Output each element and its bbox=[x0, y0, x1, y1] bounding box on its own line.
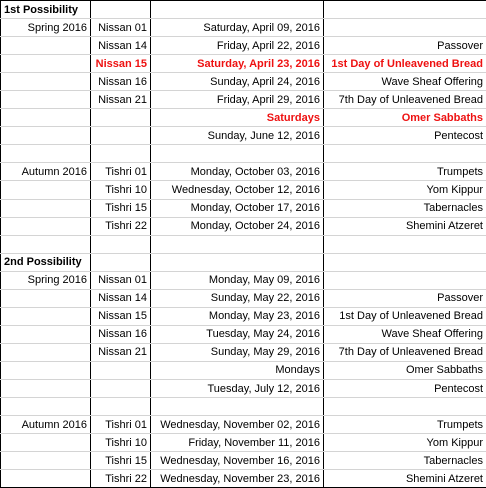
date-cell: Wednesday, November 02, 2016 bbox=[151, 416, 324, 434]
table-row bbox=[1, 91, 486, 109]
season-cell bbox=[1, 55, 91, 73]
table-row bbox=[1, 235, 486, 253]
season-cell bbox=[1, 307, 91, 325]
event-cell: Tabernacles bbox=[324, 452, 486, 470]
event-cell: Trumpets bbox=[324, 416, 486, 434]
hebrew-date-cell: Tishri 10 bbox=[91, 181, 151, 199]
hebrew-date-cell: Tishri 15 bbox=[91, 452, 151, 470]
date-cell bbox=[151, 398, 324, 416]
date-cell: Mondays bbox=[151, 361, 324, 379]
table-row bbox=[1, 127, 486, 145]
date-cell: Friday, April 22, 2016 bbox=[151, 37, 324, 55]
date-cell: Tuesday, May 24, 2016 bbox=[151, 325, 324, 343]
event-cell: Omer Sabbaths bbox=[324, 109, 486, 127]
date-cell: Wednesday, October 12, 2016 bbox=[151, 181, 324, 199]
season-cell bbox=[1, 325, 91, 343]
hebrew-date-cell: Nissan 14 bbox=[91, 37, 151, 55]
table-row bbox=[1, 289, 486, 307]
hebrew-date-cell: Nissan 01 bbox=[91, 271, 151, 289]
table-row bbox=[1, 271, 486, 289]
date-cell: Saturday, April 23, 2016 bbox=[151, 55, 324, 73]
date-cell: Monday, October 17, 2016 bbox=[151, 199, 324, 217]
date-cell: Sunday, May 29, 2016 bbox=[151, 343, 324, 361]
hebrew-date-cell: Tishri 01 bbox=[91, 163, 151, 181]
date-cell: Wednesday, November 16, 2016 bbox=[151, 452, 324, 470]
date-cell: Sunday, May 22, 2016 bbox=[151, 289, 324, 307]
season-cell bbox=[1, 452, 91, 470]
season-cell bbox=[1, 434, 91, 452]
date-cell: Saturdays bbox=[151, 109, 324, 127]
date-cell: Monday, October 24, 2016 bbox=[151, 217, 324, 235]
event-cell: Passover bbox=[324, 289, 486, 307]
table-row bbox=[1, 379, 486, 397]
event-cell: Trumpets bbox=[324, 163, 486, 181]
date-cell: Wednesday, November 23, 2016 bbox=[151, 470, 324, 488]
date-cell: Sunday, April 24, 2016 bbox=[151, 73, 324, 91]
season-cell bbox=[1, 127, 91, 145]
event-cell bbox=[324, 271, 486, 289]
event-cell: 7th Day of Unleavened Bread bbox=[324, 91, 486, 109]
table-row bbox=[1, 434, 486, 452]
season-cell bbox=[1, 361, 91, 379]
event-cell: Wave Sheaf Offering bbox=[324, 73, 486, 91]
section-title: 2nd Possibility bbox=[1, 253, 91, 271]
table-body bbox=[1, 1, 486, 488]
hebrew-date-cell bbox=[91, 127, 151, 145]
hebrew-date-cell: Nissan 21 bbox=[91, 343, 151, 361]
date-cell: Saturday, April 09, 2016 bbox=[151, 19, 324, 37]
hebrew-date-cell: Tishri 01 bbox=[91, 416, 151, 434]
empty-cell bbox=[324, 1, 486, 19]
empty-cell bbox=[151, 253, 324, 271]
season-cell bbox=[1, 289, 91, 307]
season-cell bbox=[1, 217, 91, 235]
date-cell bbox=[151, 145, 324, 163]
event-cell: 1st Day of Unleavened Bread bbox=[324, 307, 486, 325]
table-row bbox=[1, 73, 486, 91]
season-cell bbox=[1, 37, 91, 55]
hebrew-date-cell: Nissan 16 bbox=[91, 325, 151, 343]
table-row bbox=[1, 19, 486, 37]
empty-cell bbox=[151, 1, 324, 19]
section-header-row bbox=[1, 253, 486, 271]
table-row bbox=[1, 398, 486, 416]
season-cell bbox=[1, 91, 91, 109]
hebrew-date-cell: Nissan 14 bbox=[91, 289, 151, 307]
season-cell bbox=[1, 470, 91, 488]
table-row bbox=[1, 181, 486, 199]
event-cell: Omer Sabbaths bbox=[324, 361, 486, 379]
event-cell bbox=[324, 145, 486, 163]
season-cell bbox=[1, 145, 91, 163]
hebrew-date-cell bbox=[91, 361, 151, 379]
hebrew-date-cell bbox=[91, 379, 151, 397]
event-cell: Yom Kippur bbox=[324, 181, 486, 199]
date-cell: Monday, October 03, 2016 bbox=[151, 163, 324, 181]
date-cell: Friday, November 11, 2016 bbox=[151, 434, 324, 452]
event-cell: Pentecost bbox=[324, 379, 486, 397]
empty-cell bbox=[324, 253, 486, 271]
hebrew-date-cell bbox=[91, 398, 151, 416]
season-cell bbox=[1, 109, 91, 127]
hebrew-date-cell: Tishri 22 bbox=[91, 217, 151, 235]
hebrew-date-cell: Tishri 10 bbox=[91, 434, 151, 452]
season-cell: Autumn 2016 bbox=[1, 163, 91, 181]
date-cell: Monday, May 09, 2016 bbox=[151, 271, 324, 289]
date-cell: Friday, April 29, 2016 bbox=[151, 91, 324, 109]
season-cell bbox=[1, 73, 91, 91]
table-row bbox=[1, 470, 486, 488]
table-row bbox=[1, 217, 486, 235]
season-cell: Spring 2016 bbox=[1, 19, 91, 37]
season-cell bbox=[1, 398, 91, 416]
season-cell bbox=[1, 343, 91, 361]
hebrew-date-cell bbox=[91, 145, 151, 163]
event-cell bbox=[324, 398, 486, 416]
hebrew-date-cell: Nissan 15 bbox=[91, 55, 151, 73]
section-header-row bbox=[1, 1, 486, 19]
empty-cell bbox=[91, 253, 151, 271]
season-cell bbox=[1, 181, 91, 199]
event-cell: Yom Kippur bbox=[324, 434, 486, 452]
event-cell: 1st Day of Unleavened Bread bbox=[324, 55, 486, 73]
event-cell: Shemini Atzeret bbox=[324, 470, 486, 488]
table-row bbox=[1, 145, 486, 163]
table-row bbox=[1, 199, 486, 217]
hebrew-date-cell bbox=[91, 235, 151, 253]
section-title: 1st Possibility bbox=[1, 1, 91, 19]
empty-cell bbox=[91, 1, 151, 19]
season-cell: Autumn 2016 bbox=[1, 416, 91, 434]
table-row bbox=[1, 416, 486, 434]
hebrew-date-cell: Nissan 21 bbox=[91, 91, 151, 109]
event-cell bbox=[324, 235, 486, 253]
date-cell bbox=[151, 235, 324, 253]
table-row bbox=[1, 37, 486, 55]
table-row bbox=[1, 307, 486, 325]
table-row bbox=[1, 361, 486, 379]
season-cell bbox=[1, 199, 91, 217]
date-cell: Tuesday, July 12, 2016 bbox=[151, 379, 324, 397]
hebrew-date-cell: Tishri 15 bbox=[91, 199, 151, 217]
table-row bbox=[1, 325, 486, 343]
hebrew-date-cell: Nissan 01 bbox=[91, 19, 151, 37]
event-cell: 7th Day of Unleavened Bread bbox=[324, 343, 486, 361]
hebrew-date-cell: Nissan 15 bbox=[91, 307, 151, 325]
event-cell: Wave Sheaf Offering bbox=[324, 325, 486, 343]
table-row bbox=[1, 109, 486, 127]
event-cell: Pentecost bbox=[324, 127, 486, 145]
event-cell: Passover bbox=[324, 37, 486, 55]
hebrew-date-cell: Nissan 16 bbox=[91, 73, 151, 91]
event-cell: Tabernacles bbox=[324, 199, 486, 217]
season-cell: Spring 2016 bbox=[1, 271, 91, 289]
date-cell: Sunday, June 12, 2016 bbox=[151, 127, 324, 145]
date-cell: Monday, May 23, 2016 bbox=[151, 307, 324, 325]
hebrew-date-cell: Tishri 22 bbox=[91, 470, 151, 488]
event-cell: Shemini Atzeret bbox=[324, 217, 486, 235]
table-row bbox=[1, 343, 486, 361]
table-row bbox=[1, 55, 486, 73]
event-cell bbox=[324, 19, 486, 37]
table-row bbox=[1, 452, 486, 470]
season-cell bbox=[1, 379, 91, 397]
hebrew-date-cell bbox=[91, 109, 151, 127]
season-cell bbox=[1, 235, 91, 253]
table-row bbox=[1, 163, 486, 181]
